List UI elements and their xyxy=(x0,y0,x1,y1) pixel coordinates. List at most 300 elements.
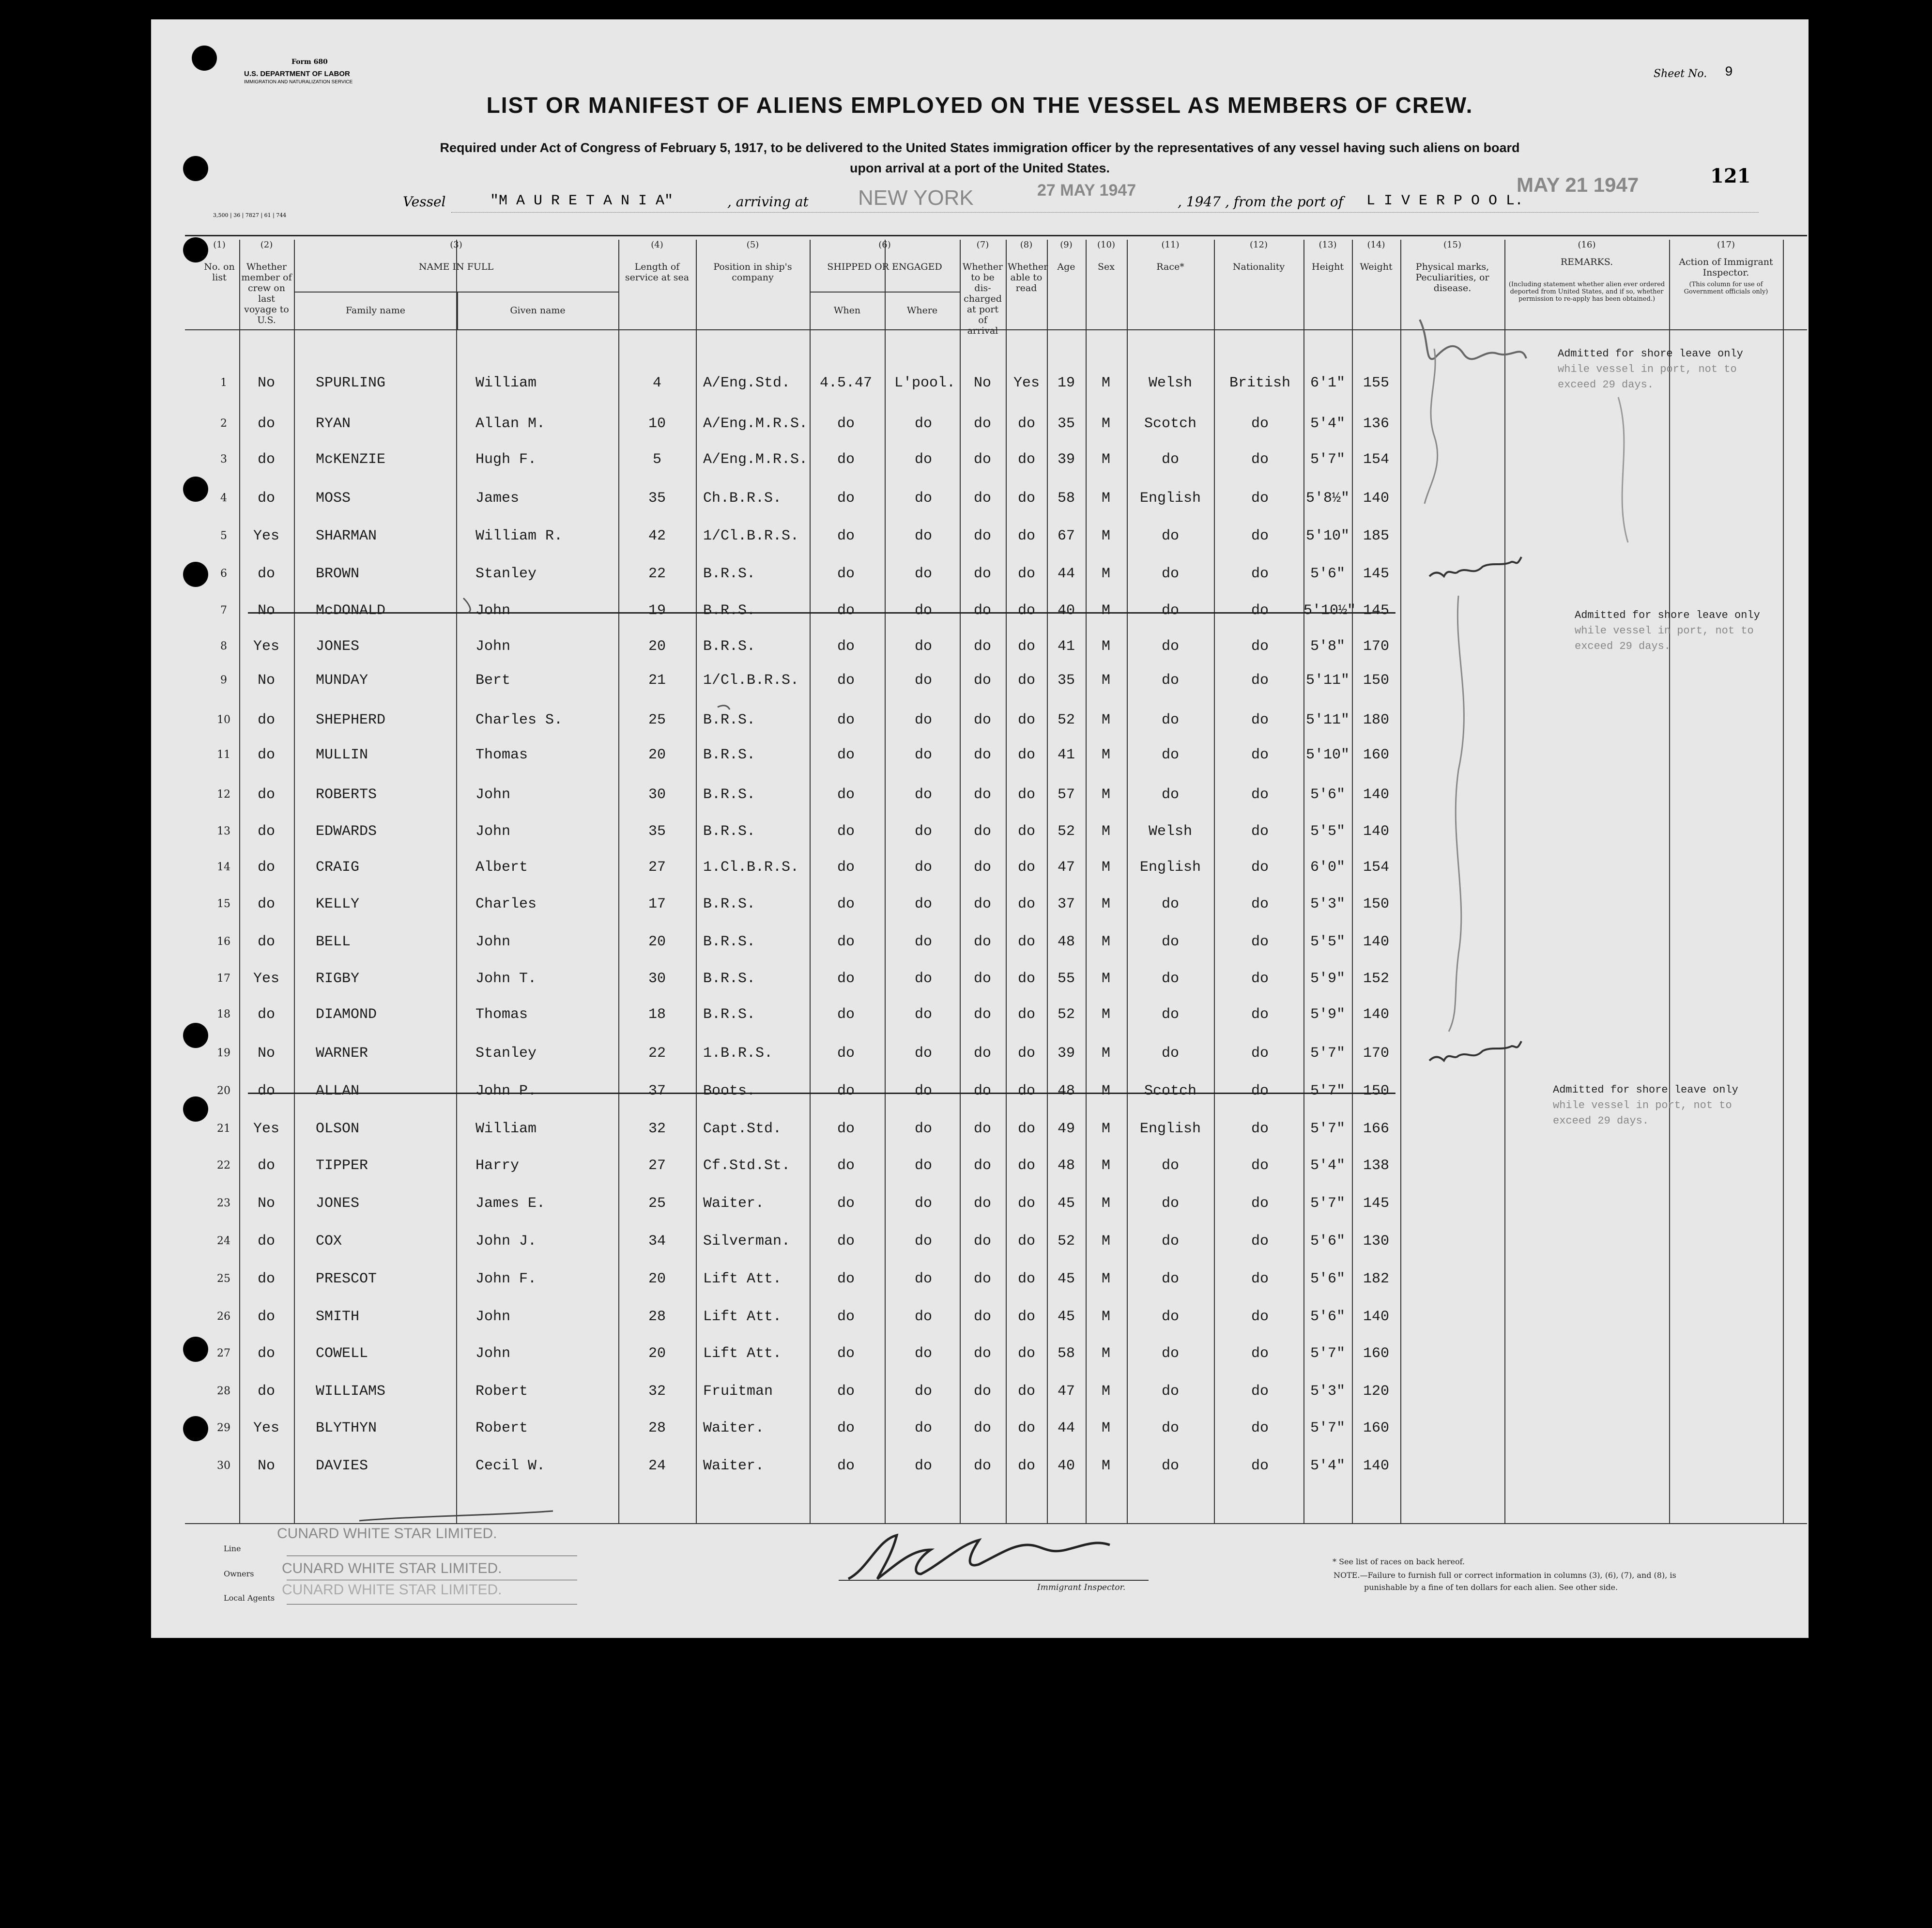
cell-age: 57 xyxy=(1057,787,1075,803)
cell-read: do xyxy=(1017,934,1035,950)
cell-nat: do xyxy=(1251,672,1269,689)
cell-no: 10 xyxy=(217,714,230,726)
cell-sex: M xyxy=(1101,712,1110,728)
cell-nat: do xyxy=(1251,1458,1269,1474)
cell-position: Lift Att. xyxy=(703,1345,782,1362)
cell-position: B.R.S. xyxy=(703,971,756,987)
cell-weight: 160 xyxy=(1363,1345,1389,1362)
cell-no: 13 xyxy=(217,825,230,837)
cell-read: do xyxy=(1017,859,1035,876)
cell-race: do xyxy=(1161,1458,1179,1474)
cell-nat: do xyxy=(1251,1345,1269,1362)
cell-when: do xyxy=(837,1157,855,1174)
cell-given: Charles S. xyxy=(475,712,563,728)
cell-no: 26 xyxy=(217,1311,230,1323)
cell-age: 52 xyxy=(1057,1006,1075,1023)
cell-given: John xyxy=(475,934,511,950)
cell-no: 28 xyxy=(217,1385,230,1397)
cell-where: do xyxy=(914,1157,932,1174)
cell-when: do xyxy=(837,1006,855,1023)
cell-sex: M xyxy=(1101,747,1110,763)
column-header: Length of service at sea xyxy=(625,262,690,283)
remarks-bracket-line xyxy=(1449,596,1464,1032)
cell-race: do xyxy=(1161,602,1179,619)
column-number: (11) xyxy=(1161,240,1180,250)
column-number: (13) xyxy=(1319,240,1337,250)
cell-race: do xyxy=(1161,934,1179,950)
cell-position: 1.B.R.S. xyxy=(703,1045,773,1062)
cell-sex: M xyxy=(1101,1271,1110,1287)
cell-nat: do xyxy=(1251,451,1269,468)
races-note: * See list of races on back hereof. xyxy=(1333,1557,1465,1566)
column-number: (12) xyxy=(1250,240,1268,250)
cell-race: do xyxy=(1161,1383,1179,1400)
cell-race: do xyxy=(1161,1345,1179,1362)
cell-nat: do xyxy=(1251,638,1269,655)
cell-sex: M xyxy=(1101,490,1110,507)
cell-no: 20 xyxy=(217,1085,230,1097)
cell-where: do xyxy=(914,823,932,840)
cell-last: do xyxy=(257,787,275,803)
cell-disch: do xyxy=(973,1420,991,1436)
company-stamp-owners: CUNARD WHITE STAR LIMITED. xyxy=(282,1560,502,1576)
cell-age: 67 xyxy=(1057,528,1075,544)
cell-sex: M xyxy=(1101,416,1110,432)
cell-read: do xyxy=(1017,1233,1035,1249)
cell-given: Harry xyxy=(475,1157,520,1174)
cell-weight: 140 xyxy=(1363,823,1389,840)
line-label: Line xyxy=(224,1544,241,1553)
cell-no: 2 xyxy=(220,417,227,430)
cell-height: 5'5" xyxy=(1310,934,1345,950)
cell-weight: 150 xyxy=(1363,672,1389,689)
cell-read: do xyxy=(1017,787,1035,803)
cell-sex: M xyxy=(1101,971,1110,987)
cell-height: 5'4" xyxy=(1310,1157,1345,1174)
cell-race: English xyxy=(1139,490,1201,507)
cell-given: John xyxy=(475,787,511,803)
cell-disch: do xyxy=(973,602,991,619)
cell-disch: do xyxy=(973,451,991,468)
column-header: Position in ship's company xyxy=(713,262,792,283)
remark-line: exceed 29 days. xyxy=(1558,379,1654,391)
cell-read: do xyxy=(1017,1045,1035,1062)
column-header: Height xyxy=(1312,262,1344,272)
cell-last: do xyxy=(257,859,275,876)
cell-service: 10 xyxy=(648,416,666,432)
cell-sex: M xyxy=(1101,602,1110,619)
cell-given: John P. xyxy=(475,1083,537,1099)
cell-height: 5'10" xyxy=(1305,528,1349,544)
cell-where: do xyxy=(914,971,932,987)
cell-position: B.R.S. xyxy=(703,823,756,840)
inspector-initials-mark xyxy=(1420,320,1526,359)
cell-no: 5 xyxy=(220,530,227,542)
cell-last: No xyxy=(257,672,275,689)
cell-position: Silverman. xyxy=(703,1233,791,1249)
cell-nat: do xyxy=(1251,602,1269,619)
cell-height: 5'4" xyxy=(1310,1458,1345,1474)
cell-height: 5'8" xyxy=(1310,638,1345,655)
cell-disch: do xyxy=(973,1233,991,1249)
cell-age: 44 xyxy=(1057,566,1075,582)
cell-weight: 182 xyxy=(1363,1271,1389,1287)
cell-race: do xyxy=(1161,1195,1179,1212)
cell-where: do xyxy=(914,1345,932,1362)
arriving-label: , arriving at xyxy=(727,194,809,210)
cell-sex: M xyxy=(1101,1383,1110,1400)
cell-age: 48 xyxy=(1057,1083,1075,1099)
cell-age: 48 xyxy=(1057,934,1075,950)
cell-when: do xyxy=(837,566,855,582)
cell-position: B.R.S. xyxy=(703,896,756,912)
cell-family: RIGBY xyxy=(316,971,360,987)
cell-height: 5'6" xyxy=(1310,1271,1345,1287)
cell-given: James xyxy=(475,490,520,507)
cell-nat: do xyxy=(1251,712,1269,728)
cell-read: do xyxy=(1017,672,1035,689)
column-header: Weight xyxy=(1360,262,1393,272)
cell-last: do xyxy=(257,566,275,582)
column-header: NAME IN FULL xyxy=(418,262,494,272)
cell-family: WARNER xyxy=(316,1045,368,1062)
cell-where: do xyxy=(914,896,932,912)
cell-no: 24 xyxy=(217,1235,230,1247)
cell-weight: 136 xyxy=(1363,416,1389,432)
column-subheader: Given name xyxy=(510,305,566,316)
cell-disch: No xyxy=(973,375,991,391)
column-number: (2) xyxy=(260,240,273,250)
cell-given: Albert xyxy=(475,859,528,876)
cell-height: 5'3" xyxy=(1310,1383,1345,1400)
received-stamp: MAY 21 1947 xyxy=(1517,173,1639,196)
cell-age: 45 xyxy=(1057,1309,1075,1325)
cell-where: do xyxy=(914,1195,932,1212)
cell-given: Bert xyxy=(475,672,511,689)
cell-nat: do xyxy=(1251,1383,1269,1400)
cell-disch: do xyxy=(973,1309,991,1325)
cell-given: Stanley xyxy=(475,1045,537,1062)
cell-service: 20 xyxy=(648,1271,666,1287)
cell-race: do xyxy=(1161,1309,1179,1325)
cell-weight: 130 xyxy=(1363,1233,1389,1249)
cell-given: Charles xyxy=(475,896,537,912)
cell-when: do xyxy=(837,747,855,763)
column-header: Nationality xyxy=(1232,262,1285,272)
column-number: (8) xyxy=(1020,240,1033,250)
vessel-name: "M A U R E T A N I A" xyxy=(490,193,674,209)
cell-read: Yes xyxy=(1013,375,1040,391)
cell-position: B.R.S. xyxy=(703,712,756,728)
cell-no: 14 xyxy=(217,861,230,873)
cell-read: do xyxy=(1017,896,1035,912)
cell-weight: 170 xyxy=(1363,1045,1389,1062)
column-header: Age xyxy=(1057,262,1075,272)
cell-disch: do xyxy=(973,638,991,655)
cell-height: 5'7" xyxy=(1310,1121,1345,1137)
cell-service: 4 xyxy=(652,375,661,391)
cell-race: do xyxy=(1161,1157,1179,1174)
cell-age: 48 xyxy=(1057,1157,1075,1174)
cell-no: 15 xyxy=(217,898,230,910)
cell-race: English xyxy=(1139,859,1201,876)
cell-age: 19 xyxy=(1057,375,1075,391)
cell-weight: 138 xyxy=(1363,1157,1389,1174)
cell-where: do xyxy=(914,602,932,619)
cell-age: 47 xyxy=(1057,859,1075,876)
cell-read: do xyxy=(1017,1157,1035,1174)
cell-where: do xyxy=(914,859,932,876)
cell-disch: do xyxy=(973,1006,991,1023)
column-header: Whether able to read xyxy=(1008,262,1048,293)
cell-when: do xyxy=(837,602,855,619)
cell-race: do xyxy=(1161,672,1179,689)
column-number: (5) xyxy=(746,240,759,250)
cell-family: ROBERTS xyxy=(316,787,377,803)
cell-race: do xyxy=(1161,566,1179,582)
cell-height: 5'6" xyxy=(1310,566,1345,582)
column-header: Whether member of crew on last voyage to U.S. xyxy=(241,262,292,325)
cell-when: do xyxy=(837,1121,855,1137)
cell-last: do xyxy=(257,934,275,950)
cell-weight: 140 xyxy=(1363,1309,1389,1325)
cell-sex: M xyxy=(1101,1195,1110,1212)
cell-disch: do xyxy=(973,934,991,950)
cell-when: do xyxy=(837,787,855,803)
cell-height: 5'9" xyxy=(1310,1006,1345,1023)
cell-when: do xyxy=(837,1345,855,1362)
remark-block-1 xyxy=(1558,346,1743,393)
cell-last: Yes xyxy=(253,528,279,544)
cell-nat: do xyxy=(1251,1309,1269,1325)
cell-disch: do xyxy=(973,1045,991,1062)
column-number: (1) xyxy=(213,240,226,250)
cell-where: do xyxy=(914,566,932,582)
cell-position: Waiter. xyxy=(703,1458,765,1474)
cell-sex: M xyxy=(1101,672,1110,689)
side-code: 3,500 | 36 | 7827 | 61 | 744 xyxy=(213,212,287,218)
cell-sex: M xyxy=(1101,1233,1110,1249)
cell-when: do xyxy=(837,934,855,950)
cell-family: BROWN xyxy=(316,566,360,582)
cell-family: SMITH xyxy=(316,1309,360,1325)
cell-no: 27 xyxy=(217,1347,230,1359)
cell-no: 7 xyxy=(220,604,227,617)
cell-family: MUNDAY xyxy=(316,672,368,689)
cell-service: 32 xyxy=(648,1121,666,1137)
company-stamp-line: CUNARD WHITE STAR LIMITED. xyxy=(277,1526,497,1542)
cell-height: 5'7" xyxy=(1310,1083,1345,1099)
cell-last: do xyxy=(257,1233,275,1249)
cell-weight: 154 xyxy=(1363,859,1389,876)
cell-family: PRESCOT xyxy=(316,1271,377,1287)
cell-no: 1 xyxy=(220,377,227,389)
cell-service: 42 xyxy=(648,528,666,544)
cell-disch: do xyxy=(973,416,991,432)
column-number: (15) xyxy=(1443,240,1461,250)
cell-no: 21 xyxy=(217,1123,230,1135)
remarks-bracket-line xyxy=(1425,349,1438,504)
cell-sex: M xyxy=(1101,859,1110,876)
cell-nat: do xyxy=(1251,1121,1269,1137)
cell-sex: M xyxy=(1101,1045,1110,1062)
cell-read: do xyxy=(1017,823,1035,840)
cell-sex: M xyxy=(1101,787,1110,803)
cell-given: Thomas xyxy=(475,747,528,763)
cell-family: COWELL xyxy=(316,1345,368,1362)
cell-when: do xyxy=(837,451,855,468)
remark-line: Admitted for shore leave only xyxy=(1553,1084,1738,1096)
cell-nat: do xyxy=(1251,1271,1269,1287)
cell-last: do xyxy=(257,1383,275,1400)
cell-last: do xyxy=(257,896,275,912)
cell-race: do xyxy=(1161,1045,1179,1062)
column-number: (6) xyxy=(878,240,891,250)
cell-age: 52 xyxy=(1057,1233,1075,1249)
cell-nat: do xyxy=(1251,1157,1269,1174)
cell-weight: 140 xyxy=(1363,787,1389,803)
cell-height: 5'5" xyxy=(1310,823,1345,840)
cell-sex: M xyxy=(1101,823,1110,840)
cell-no: 16 xyxy=(217,936,230,948)
cell-age: 45 xyxy=(1057,1195,1075,1212)
cell-disch: do xyxy=(973,859,991,876)
check-mark xyxy=(718,706,730,710)
column-header: Action of Immigrant Inspector. xyxy=(1679,257,1773,278)
cell-nat: do xyxy=(1251,416,1269,432)
cell-race: Welsh xyxy=(1148,375,1192,391)
cell-family: JONES xyxy=(316,638,360,655)
cell-read: do xyxy=(1017,712,1035,728)
cell-given: Robert xyxy=(475,1383,528,1400)
cell-service: 35 xyxy=(648,490,666,507)
cell-when: 4.5.47 xyxy=(819,375,873,391)
column-number: (4) xyxy=(651,240,663,250)
remark-line: Admitted for shore leave only xyxy=(1558,348,1743,360)
cell-family: McDONALD xyxy=(316,602,386,619)
penalty-note-2: punishable by a fine of ten dollars for each alien. See other side. xyxy=(1364,1583,1618,1592)
column-number: (17) xyxy=(1717,240,1735,250)
cell-position: Ch.B.R.S. xyxy=(703,490,782,507)
cell-age: 47 xyxy=(1057,1383,1075,1400)
cell-when: do xyxy=(837,1383,855,1400)
service-name: IMMIGRATION AND NATURALIZATION SERVICE xyxy=(244,79,353,85)
cell-weight: 140 xyxy=(1363,1006,1389,1023)
cell-family: SHARMAN xyxy=(316,528,377,544)
cell-nat: British xyxy=(1229,375,1291,391)
cell-service: 5 xyxy=(652,451,661,468)
cell-no: 9 xyxy=(220,674,227,686)
rj-signature-mark xyxy=(1429,557,1521,576)
cell-when: do xyxy=(837,823,855,840)
cell-given: John J. xyxy=(475,1233,537,1249)
cell-weight: 160 xyxy=(1363,747,1389,763)
cell-service: 25 xyxy=(648,712,666,728)
cell-disch: do xyxy=(973,823,991,840)
cell-height: 5'9" xyxy=(1310,971,1345,987)
cell-last: do xyxy=(257,416,275,432)
cell-no: 4 xyxy=(220,492,227,504)
cell-family: SHEPHERD xyxy=(316,712,386,728)
cell-weight: 140 xyxy=(1363,490,1389,507)
cell-service: 20 xyxy=(648,638,666,655)
cell-read: do xyxy=(1017,1345,1035,1362)
column-header: Sex xyxy=(1098,262,1115,272)
cell-family: DIAMOND xyxy=(316,1006,377,1023)
cell-age: 44 xyxy=(1057,1420,1075,1436)
cell-disch: do xyxy=(973,490,991,507)
cell-sex: M xyxy=(1101,1006,1110,1023)
cell-read: do xyxy=(1017,528,1035,544)
cell-read: do xyxy=(1017,1420,1035,1436)
year-label: , 1947 , from the port of xyxy=(1178,194,1344,210)
cell-when: do xyxy=(837,1271,855,1287)
cell-no: 19 xyxy=(217,1047,230,1059)
cell-position: A/Eng.M.R.S. xyxy=(703,451,808,468)
cell-sex: M xyxy=(1101,1458,1110,1474)
cell-sex: M xyxy=(1101,528,1110,544)
cell-where: do xyxy=(914,1083,932,1099)
cell-read: do xyxy=(1017,1309,1035,1325)
cell-disch: do xyxy=(973,1195,991,1212)
cell-service: 27 xyxy=(648,1157,666,1174)
cell-where: do xyxy=(914,934,932,950)
cell-read: do xyxy=(1017,747,1035,763)
cell-position: Capt.Std. xyxy=(703,1121,782,1137)
cell-race: do xyxy=(1161,712,1179,728)
cell-when: do xyxy=(837,1233,855,1249)
cell-nat: do xyxy=(1251,1083,1269,1099)
check-mark xyxy=(463,598,470,613)
cell-where: do xyxy=(914,1045,932,1062)
cell-service: 21 xyxy=(648,672,666,689)
cell-height: 5'3" xyxy=(1310,896,1345,912)
cell-last: do xyxy=(257,1309,275,1325)
owners-label: Owners xyxy=(224,1569,254,1578)
cell-given: John xyxy=(475,823,511,840)
cell-disch: do xyxy=(973,1383,991,1400)
cell-last: do xyxy=(257,823,275,840)
cell-given: Cecil W. xyxy=(475,1458,546,1474)
cell-where: do xyxy=(914,528,932,544)
cell-no: 29 xyxy=(217,1422,230,1434)
company-stamp-agents: CUNARD WHITE STAR LIMITED. xyxy=(282,1582,502,1598)
cell-height: 5'11" xyxy=(1305,712,1349,728)
cell-age: 49 xyxy=(1057,1121,1075,1137)
cell-height: 5'7" xyxy=(1310,451,1345,468)
cell-position: B.R.S. xyxy=(703,602,756,619)
column-number: (16) xyxy=(1578,240,1596,250)
cell-nat: do xyxy=(1251,528,1269,544)
cell-weight: 170 xyxy=(1363,638,1389,655)
cell-race: do xyxy=(1161,1271,1179,1287)
handwriting-annotations xyxy=(151,19,1809,1638)
cell-nat: do xyxy=(1251,787,1269,803)
cell-where: do xyxy=(914,747,932,763)
cell-when: do xyxy=(837,1458,855,1474)
column-header-note: (This column for use of Government officials only) xyxy=(1684,281,1768,295)
cell-sex: M xyxy=(1101,566,1110,582)
cell-age: 35 xyxy=(1057,672,1075,689)
cell-disch: do xyxy=(973,566,991,582)
cell-when: do xyxy=(837,896,855,912)
cell-race: English xyxy=(1139,1121,1201,1137)
cell-when: do xyxy=(837,1309,855,1325)
cell-age: 52 xyxy=(1057,823,1075,840)
cell-last: do xyxy=(257,451,275,468)
cell-given: James E. xyxy=(475,1195,546,1212)
column-header: SHIPPED OR ENGAGED xyxy=(827,262,942,272)
